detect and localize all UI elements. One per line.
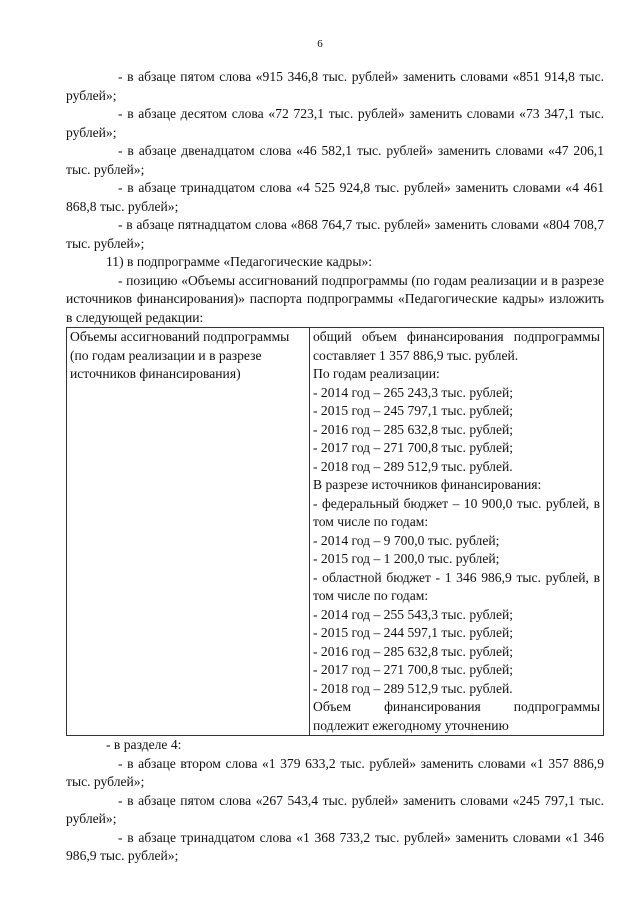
table-line: - 2015 год – 245 797,1 тыс. рублей; bbox=[313, 403, 514, 418]
paragraph: - в абзаце двенадцатом слова «46 582,1 тыс. рублей» заменить словами «47 206,1 тыс. рублей»; bbox=[66, 143, 604, 177]
table-line: - 2016 год – 285 632,8 тыс. рублей; bbox=[313, 643, 514, 659]
table-row bbox=[67, 328, 604, 736]
document-body bbox=[66, 68, 604, 866]
table-line: - 2017 год – 271 700,8 тыс. рублей; bbox=[313, 662, 514, 677]
table-line: - областной бюджет - 1 346 986,9 тыс. рублей, в том числе по годам: bbox=[313, 569, 600, 603]
table-line: В разрезе источников финансирования: bbox=[313, 477, 542, 492]
table-line: - 2018 год – 289 512,9 тыс. рублей. bbox=[313, 458, 513, 474]
paragraph: - в абзаце тринадцатом слова «1 368 733,2 тыс. рублей» заменить словами «1 346 986,9 тыс. рублей»; bbox=[66, 829, 604, 863]
paragraph: - в абзаце пятом слова «267 543,4 тыс. рублей» заменить словами «245 797,1 тыс. рублей»; bbox=[66, 792, 604, 826]
paragraph: - в абзаце пятом слова «915 346,8 тыс. рублей» заменить словами «851 914,8 тыс. рублей»; bbox=[66, 69, 604, 103]
table-line: общий объем финансирования подпрограммы составляет 1 357 886,9 тыс. рублей. bbox=[313, 329, 600, 363]
financing-table bbox=[66, 327, 604, 736]
paragraph: - в абзаце пятнадцатом слова «868 764,7 тыс. рублей» заменить словами «804 708,7 тыс. рублей»; bbox=[66, 217, 604, 251]
table-line: - 2014 год – 9 700,0 тыс. рублей; bbox=[313, 532, 500, 548]
table-cell-content bbox=[310, 328, 604, 736]
table-line: Объем финансирования подпрограммы подлежит ежегодному уточнению bbox=[313, 699, 600, 733]
paragraph: - в абзаце тринадцатом слова «4 525 924,8 тыс. рублей» заменить словами «4 461 868,8 тыс. рублей»; bbox=[66, 180, 604, 214]
paragraph: - позицию «Объемы ассигнований подпрограммы (по годам реализации и в разрезе источников финансирования)» паспорта подпрограммы «Педагогические кадры» изложить в следующей редакции: bbox=[66, 272, 604, 325]
table-line: - 2016 год – 285 632,8 тыс. рублей; bbox=[313, 421, 514, 437]
table-line: - 2015 год – 1 200,0 тыс. рублей; bbox=[313, 551, 500, 566]
table-cell-label: Объемы ассигнований подпрограммы (по годам реализации и в разрезе источников финансирования) bbox=[67, 328, 310, 736]
section-heading: 11) в подпрограмме «Педагогические кадры»: bbox=[106, 254, 373, 269]
page-number: 6 bbox=[317, 38, 323, 50]
table-line: По годам реализации: bbox=[313, 366, 440, 381]
table-line: - 2017 год – 271 700,8 тыс. рублей; bbox=[313, 440, 514, 455]
table-line: - 2014 год – 255 543,3 тыс. рублей; bbox=[313, 606, 514, 622]
paragraph: - в абзаце десятом слова «72 723,1 тыс. рублей» заменить словами «73 347,1 тыс. рублей»; bbox=[66, 106, 604, 140]
table-line: - 2014 год – 265 243,3 тыс. рублей; bbox=[313, 384, 514, 400]
section-heading: - в разделе 4: bbox=[106, 737, 182, 752]
table-line: - 2015 год – 244 597,1 тыс. рублей; bbox=[313, 625, 514, 640]
table-line: - 2018 год – 289 512,9 тыс. рублей. bbox=[313, 680, 513, 696]
paragraph: - в абзаце втором слова «1 379 633,2 тыс. рублей» заменить словами «1 357 886,9 тыс. рублей»; bbox=[66, 755, 604, 789]
table-line: - федеральный бюджет – 10 900,0 тыс. рублей, в том числе по годам: bbox=[313, 495, 600, 529]
